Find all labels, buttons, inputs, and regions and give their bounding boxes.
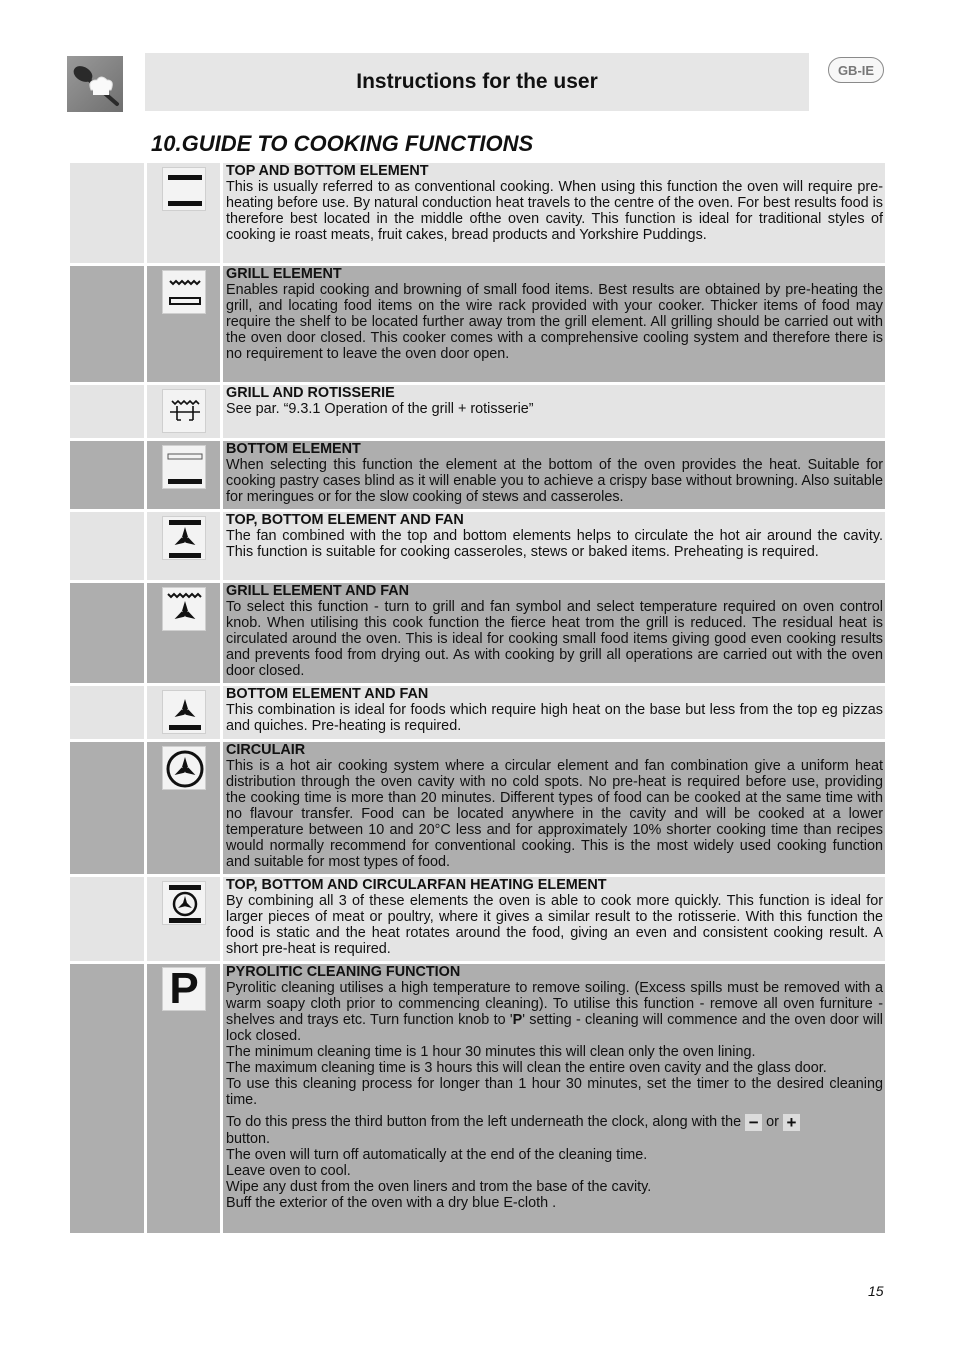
- function-description: By combining all 3 of these elements the oven is able to cook more quickly. This function is ideal for larger pieces of meat or poultry, where it gives a similar result to the rotisserie. With this function the food is static and the heat rotates around the food, giving an even and consistent cooking result. A short pre-heat is required.: [226, 893, 883, 957]
- function-description: To use this cleaning process for longer than 1 hour 30 minutes, set the timer to the desired cleaning time.: [226, 1076, 883, 1108]
- function-description: Leave oven to cool.: [226, 1163, 351, 1179]
- table-row: [70, 964, 885, 1233]
- table-row: [70, 163, 885, 263]
- header-title: Instructions for the user: [356, 70, 598, 93]
- table-row: [70, 583, 885, 683]
- function-name: CIRCULAIR: [226, 742, 306, 758]
- circulair-icon: [162, 746, 206, 790]
- table-row: [70, 266, 885, 382]
- plus-button-icon: +: [783, 1114, 800, 1131]
- grill-element-icon: [162, 270, 206, 314]
- function-name: TOP, BOTTOM ELEMENT AND FAN: [226, 512, 464, 528]
- function-description: This is a hot air cooking system where a circular element and fan combination give a uniform heat distribution through the oven cavity with no cold spots. No pre-heat is required before use, providing the cooking time is more than 20 minutes. Different types of food can be cooked at the same time with no flavour transfer. Food can be located anywhere in the cavity and will be cooked at a lower temperature between 10 and 20°C less and for approximately 10% shorter cooking time than recipes would normally recommend for conventional cooking. This is the most widely used cooking function and suitable for most types of food.: [226, 758, 883, 870]
- top-bottom-element-icon: [162, 167, 206, 211]
- function-name: TOP, BOTTOM AND CIRCULARFAN HEATING ELEMENT: [226, 877, 607, 893]
- function-name: PYROLITIC CLEANING FUNCTION: [226, 964, 461, 980]
- function-description: Enables rapid cooking and browning of small food items. Best results are obtained by pre-heating the grill, and locating food items on the wire rack provided with your cooker. Thicker items of food may require the shelf to be located further away trom the grill element. All grilling should be carried out with the oven door closed. This cooker comes with a comprehensive cooling system and therefore there is no requirement to leave the oven door open.: [226, 282, 883, 362]
- top-bottom-circular-fan-icon: [162, 881, 206, 925]
- function-description: The maximum cleaning time is 3 hours this will clean the entire oven cavity and the glass door.: [226, 1060, 827, 1076]
- table-row: [70, 441, 885, 509]
- table-row: [70, 742, 885, 874]
- section-title: 10.GUIDE TO COOKING FUNCTIONS: [151, 131, 534, 156]
- function-name: GRILL ELEMENT AND FAN: [226, 583, 410, 599]
- table-row: [70, 385, 885, 438]
- bottom-fan-icon: [162, 690, 206, 734]
- table-row: [70, 686, 885, 739]
- function-name: GRILL ELEMENT: [226, 266, 342, 282]
- function-name: TOP AND BOTTOM ELEMENT: [226, 163, 429, 179]
- function-name: BOTTOM ELEMENT AND FAN: [226, 686, 429, 702]
- function-description: Wipe any dust from the oven liners and trom the base of the cavity.: [226, 1179, 652, 1195]
- grill-rotisserie-icon: [162, 389, 206, 433]
- pyrolitic-p-icon: [162, 964, 206, 1013]
- function-description: The oven will turn off automatically at the end of the cleaning time.: [226, 1147, 648, 1163]
- function-description: This is usually referred to as conventional cooking. When using this function the oven will require pre-heating before use. By natural conduction heat travels to the centre of the oven. For best results food is therefore best located in the middle ofthe oven cavity. This function is ideal for traditional styles of cooking ie roast meats, fruit cakes, bread products and Yorkshire Puddings.: [226, 179, 883, 243]
- function-description: This combination is ideal for foods which require high heat on the base but less from the top eg pizzas and quiches. Pre-heating is required.: [226, 702, 883, 734]
- function-description: See par. “9.3.1 Operation of the grill + rotisserie”: [226, 401, 534, 417]
- function-description: Pyrolitic cleaning utilises a high temperature to remove soiling. (Excess spills must be removed with a warm soapy cloth prior to commencing cleaning). To utilise this function - remove all oven furniture - shelves and trays etc. Turn function knob to 'P' setting - cleaning will commence and the oven door will lock closed.: [226, 980, 883, 1044]
- minus-button-icon: −: [745, 1114, 762, 1131]
- function-description: The fan combined with the top and bottom elements helps to circulate the hot air around the cavity. This function is suitable for cooking casseroles, stews or baked items. Preheating is required.: [226, 528, 883, 560]
- table-row: [70, 877, 885, 961]
- language-badge: GB-IE: [828, 57, 884, 83]
- function-description: To do this press the third button from the left underneath the clock, along with the − or + button.: [226, 1114, 883, 1147]
- grill-fan-icon: [162, 587, 206, 631]
- function-name: GRILL AND ROTISSERIE: [226, 385, 395, 401]
- header-bar: [145, 53, 809, 111]
- top-bottom-fan-icon: [162, 516, 206, 560]
- pyrolitic-p-letter: P: [169, 964, 199, 1013]
- function-description: To select this function - turn to grill and fan symbol and select temperature required on oven control knob. When utilising this cook function the fierce heat trom the grill is reduced. The residual heat is circulated around the oven. This is ideal for cooking small food items giving good even cooking results and prevents food from drying out. As with cooking by grill all operations are carried out with the oven door closed.: [226, 599, 883, 679]
- cooking-functions-table: [70, 163, 885, 1236]
- function-name: BOTTOM ELEMENT: [226, 441, 361, 457]
- brand-logo: [67, 56, 123, 112]
- spoon-chef-hat-icon: [67, 56, 123, 112]
- table-row: [70, 512, 885, 580]
- function-description: When selecting this function the element at the bottom of the oven provides the heat. Suitable for cooking pastry cases blind as it will enable you to achieve a crispy base without browning. Also suitable for meringues or for the slow cooking of stews and casseroles.: [226, 457, 883, 505]
- function-description: Buff the exterior of the oven with a dry blue E-cloth .: [226, 1195, 557, 1211]
- page-number: 15: [868, 1283, 884, 1299]
- function-description: The minimum cleaning time is 1 hour 30 minutes this will clean only the oven lining.: [226, 1044, 756, 1060]
- bottom-element-icon: [162, 445, 206, 489]
